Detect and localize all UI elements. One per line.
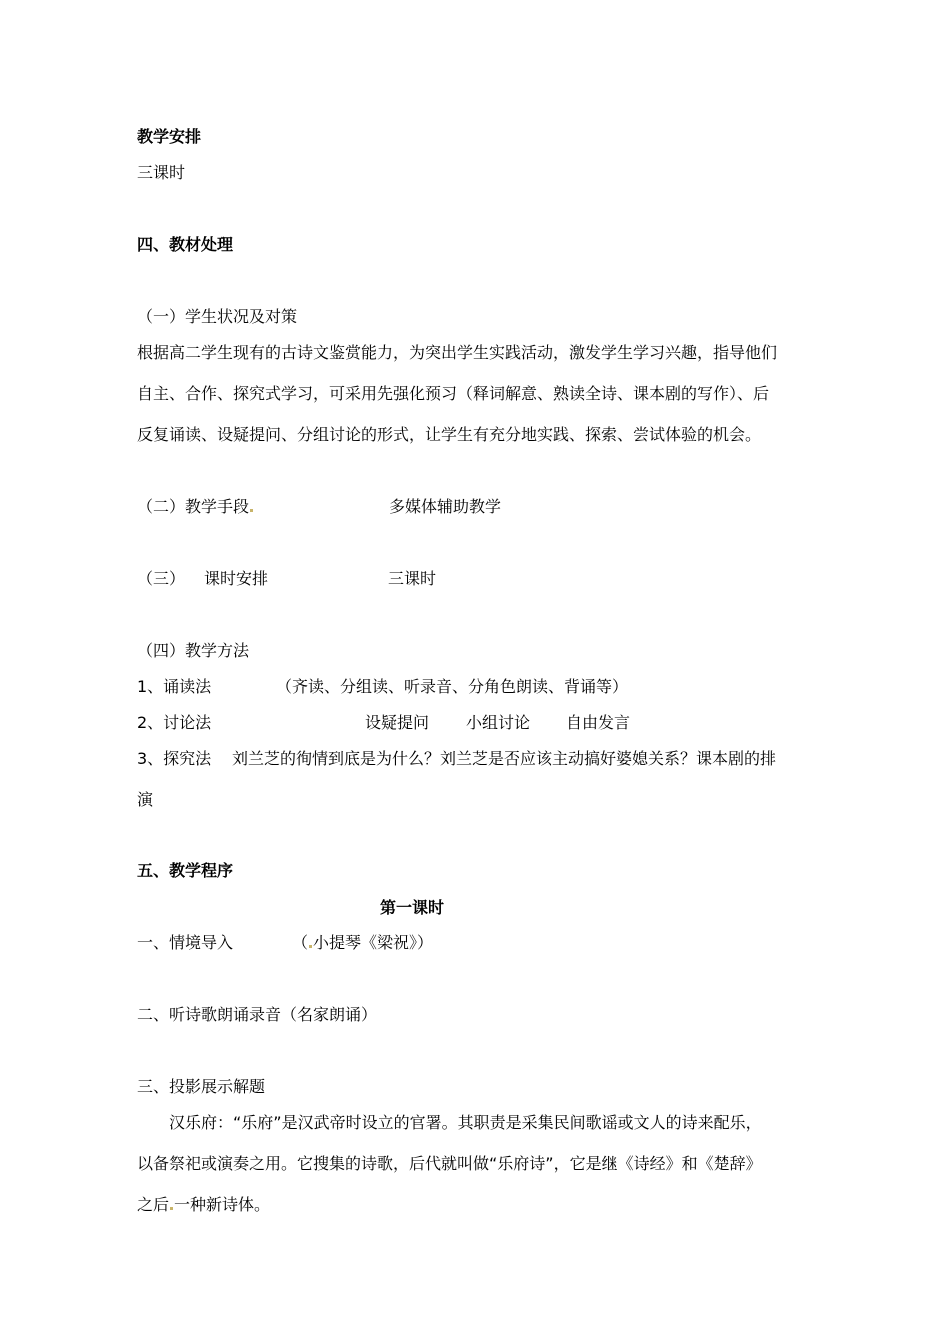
sub4-title: （四）教学方法 <box>137 641 250 660</box>
step3-last-a: 之后 <box>137 1195 170 1214</box>
method3-label: 3、探究法 <box>137 749 212 768</box>
sub1-title: （一）学生状况及对策 <box>137 307 298 326</box>
teaching-arrangement-heading: 教学安排 <box>137 127 202 146</box>
method2-detail-3: 自由发言 <box>566 713 631 732</box>
sub3-label: （三） <box>137 569 186 588</box>
method2-detail-2: 小组讨论 <box>466 713 531 732</box>
step3-para-line-2: 以备祭祀或演奏之用。它搜集的诗歌，后代就叫做“乐府诗”，它是继《诗经》和《楚辞》 <box>137 1154 762 1173</box>
section4-heading: 四、教材处理 <box>137 235 234 254</box>
sub2-title: （二）教学手段 <box>137 497 250 516</box>
sub1-para-line-1: 根据高二学生现有的古诗文鉴赏能力，为突出学生实践活动，激发学生学习兴趣，指导他们 <box>137 343 778 362</box>
step3-para-line-1: 汉乐府：“乐府”是汉武帝时设立的官署。其职责是采集民间歌谣或文人的诗来配乐， <box>169 1113 762 1132</box>
dot-mark <box>250 509 253 512</box>
sub2-value: 多媒体辅助教学 <box>389 497 502 516</box>
sub1-para-line-3: 反复诵读、设疑提问、分组讨论的形式，让学生有充分地实践、探索、尝试体验的机会。 <box>137 425 762 444</box>
sub1-para-line-2: 自主、合作、探究式学习，可采用先强化预习（释词解意、熟读全诗、课本剧的写作）、后 <box>137 384 770 403</box>
section5-heading: 五、教学程序 <box>137 861 234 880</box>
sub3-title: 课时安排 <box>204 569 269 588</box>
method2-detail-1: 设疑提问 <box>365 713 430 732</box>
dot-mark <box>170 1207 173 1210</box>
method1-label: 1、诵读法 <box>137 677 212 696</box>
sub3-value: 三课时 <box>388 569 437 588</box>
step2-title: 二、听诗歌朗诵录音（名家朗诵） <box>137 1005 378 1024</box>
sub2-title-line <box>137 497 254 517</box>
lesson-title: 第一课时 <box>380 898 445 917</box>
teaching-arrangement-text: 三课时 <box>137 163 186 182</box>
step1-title: 一、情境导入 <box>137 933 234 952</box>
method3-cont: 演 <box>137 790 154 809</box>
step3-para-line-3 <box>137 1195 270 1215</box>
method1-detail: （齐读、分组读、听录音、分角色朗读、背诵等） <box>276 677 629 696</box>
step3-last-b: 一种新诗体。 <box>174 1195 271 1214</box>
step3-title: 三、投影展示解题 <box>137 1077 266 1096</box>
step1-detail: 小提琴《梁祝》） <box>313 933 434 952</box>
step1-open-paren: （ <box>292 933 309 952</box>
dot-mark <box>309 945 312 948</box>
step1-detail-line <box>292 933 433 953</box>
method2-label: 2、讨论法 <box>137 713 212 732</box>
method3-detail: 刘兰芝的徇情到底是为什么？刘兰芝是否应该主动搞好婆媳关系？课本剧的排 <box>232 749 777 768</box>
